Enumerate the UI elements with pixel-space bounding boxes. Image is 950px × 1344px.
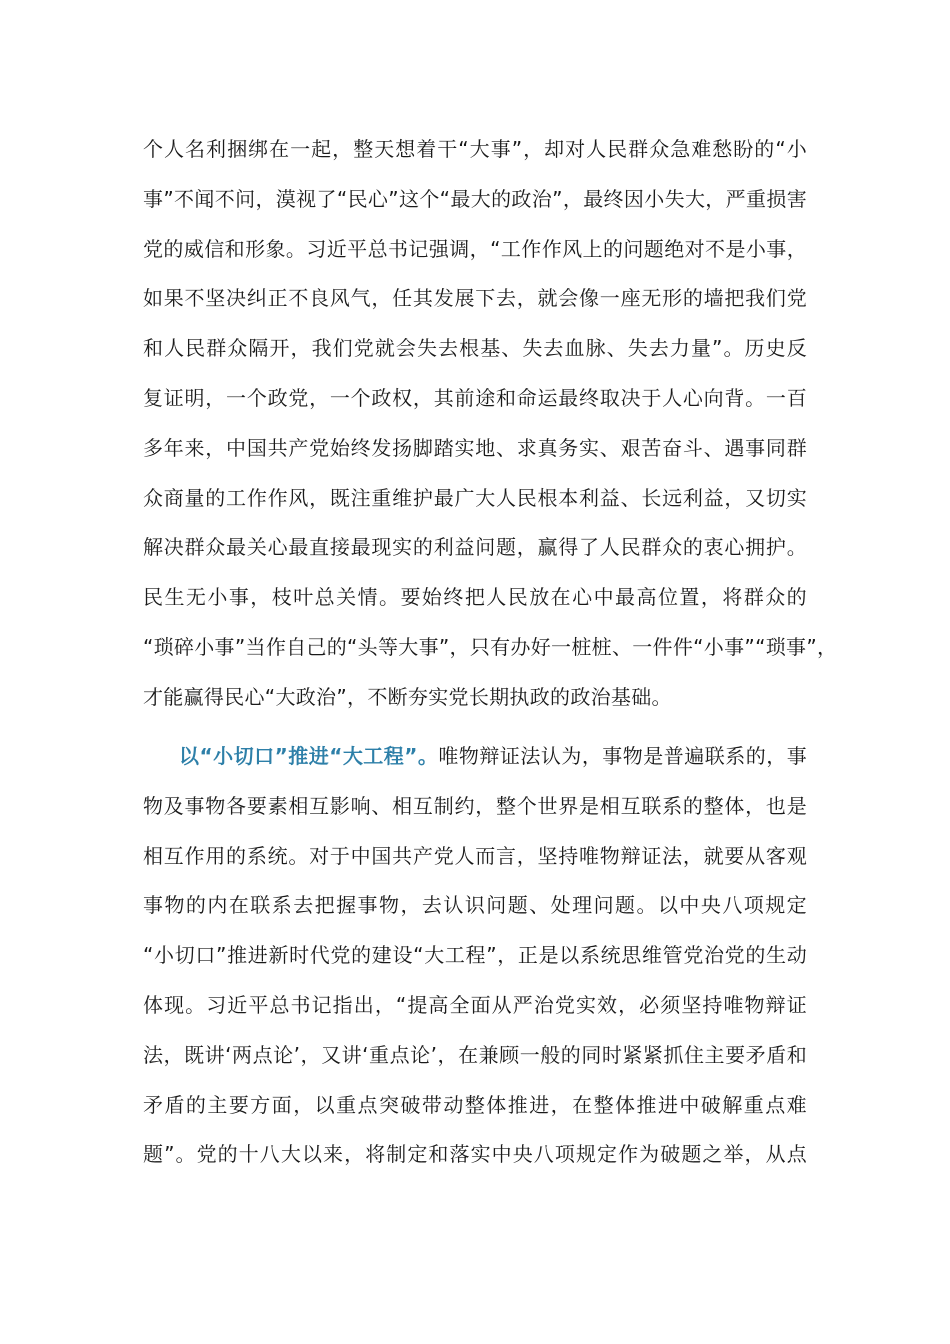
text-line: “小切口”推进新时代党的建设“大工程”，正是以系统思维管党治党的生动 [143,943,807,968]
text-line: 如果不坚决纠正不良风气，任其发展下去，就会像一座无形的墙把我们党 [143,286,807,311]
paragraph-1 [143,125,838,723]
text-line: 事物的内在联系去把握事物，去认识问题、处理问题。以中央八项规定 [143,893,807,918]
text-line: 相互作用的系统。对于中国共产党人而言，坚持唯物辩证法，就要从客观 [143,843,807,868]
text-line-first [143,732,807,782]
text-line: 党的威信和形象。习近平总书记强调，“工作作风上的问题绝对不是小事， [143,236,807,261]
paragraph-heading: 以“小切口”推进“大工程”。 [179,744,439,768]
text-line: 体现。习近平总书记指出，“提高全面从严治党实效，必须坚持唯物辩证 [143,992,807,1017]
text-line: 和人民群众隔开，我们党就会失去根基、失去血脉、失去力量”。历史反 [143,336,807,361]
text-line: 解决群众最关心最直接最现实的利益问题，赢得了人民群众的衷心拥护。 [143,535,807,560]
text-line: 矛盾的主要方面，以重点突破带动整体推进，在整体推进中破解重点难 [143,1092,807,1117]
text-line: 事”不闻不问，漠视了“民心”这个“最大的政治”，最终因小失大，严重损害 [143,186,807,211]
text-line: 多年来，中国共产党始终发扬脚踏实地、求真务实、艰苦奋斗、遇事同群 [143,435,807,460]
paragraph-2 [143,732,807,1180]
text-line: 法，既讲‘两点论’，又讲‘重点论’，在兼顾一般的同时紧紧抓住主要矛盾和 [143,1042,807,1067]
text-line: 题”。党的十八大以来，将制定和落实中央八项规定作为破题之举，从点 [143,1142,807,1167]
text-line: 物及事物各要素相互影响、相互制约，整个世界是相互联系的整体，也是 [143,793,807,818]
text-line: 复证明，一个政党，一个政权，其前途和命运最终取决于人心向背。一百 [143,385,807,410]
text-line: 民生无小事，枝叶总关情。要始终把人民放在心中最高位置，将群众的 [143,585,807,610]
text-line: 众商量的工作作风，既注重维护最广大人民根本利益、长远利益，又切实 [143,485,807,510]
text-line: 个人名利捆绑在一起，整天想着干“大事”，却对人民群众急难愁盼的“小 [143,137,807,161]
first-line-rest: 唯物辩证法认为，事物是普遍联系的，事 [438,744,807,768]
text-line: 才能赢得民心“大政治”，不断夯实党长期执政的政治基础。 [143,684,672,709]
text-line: “琐碎小事”当作自己的“头等大事”，只有办好一桩桩、一件件“小事”“琐事”， [143,634,838,659]
